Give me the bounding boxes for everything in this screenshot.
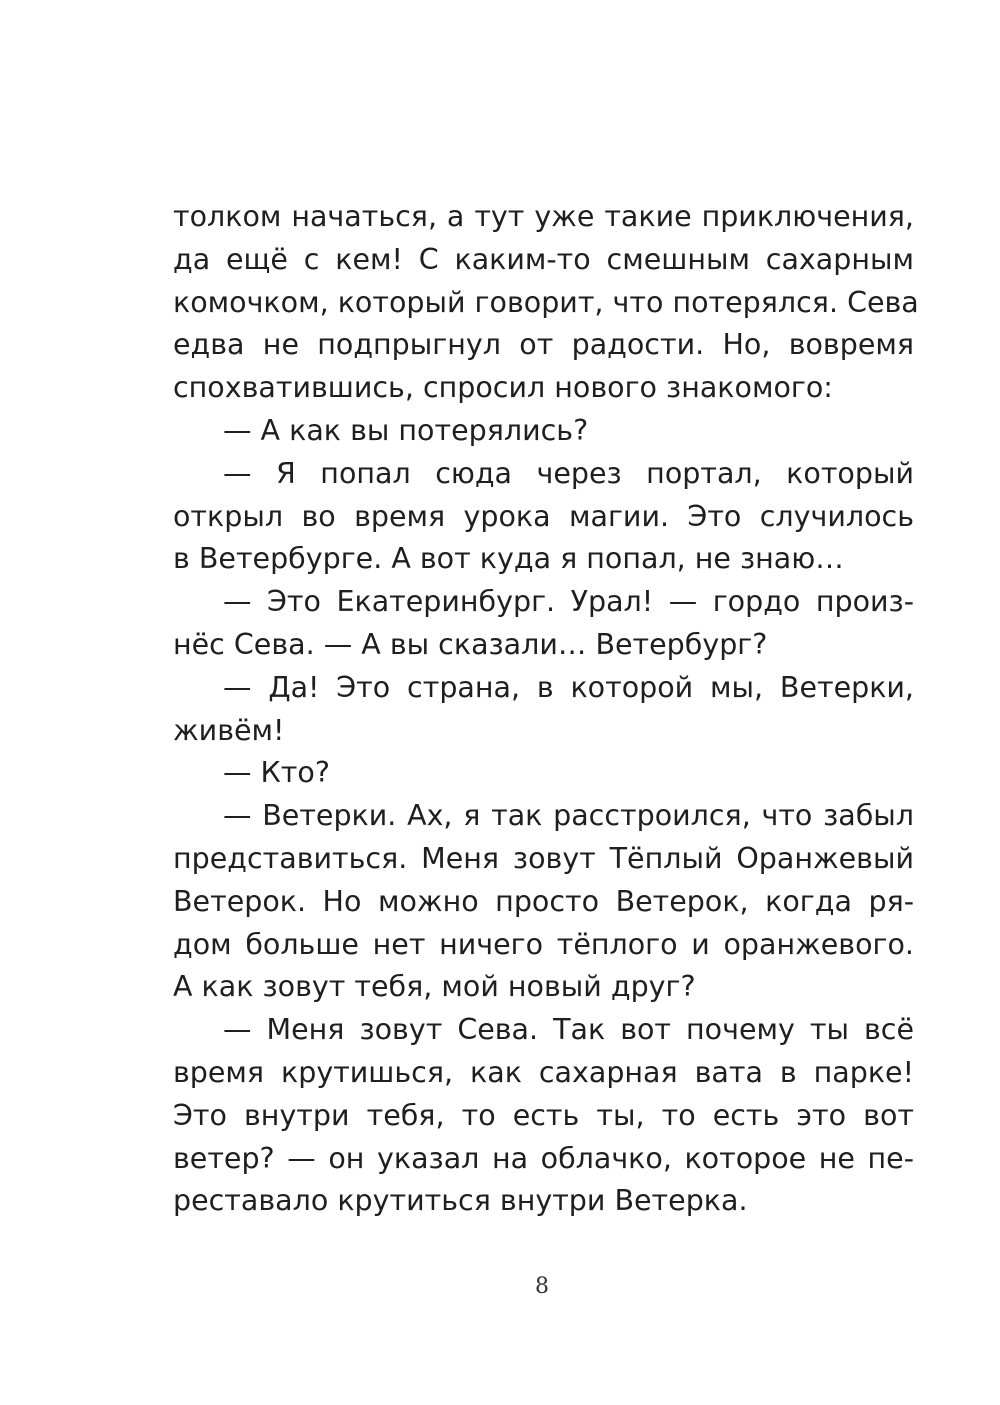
- text-line: в Ветербурге. А вот куда я попал, не знаю…: [173, 542, 844, 576]
- text-line: дом больше нет ничего тёплого и оранжевого.: [173, 927, 914, 961]
- text-line: ветер? — он указал на облачко, которое не пе-: [173, 1141, 914, 1175]
- text-line: — Это Екатеринбург. Урал! — гордо произ-: [223, 585, 914, 619]
- text-line: — Я попал сюда через портал, который: [223, 456, 914, 490]
- text-line: — А как вы потерялись?: [223, 413, 589, 447]
- text-line: нёс Сева. — А вы сказали… Ветербург?: [173, 627, 768, 661]
- page-number: 8: [535, 1274, 549, 1299]
- text-line: — Меня зовут Сева. Так вот почему ты всё: [223, 1013, 914, 1047]
- text-line: Это внутри тебя, то есть ты, то есть это вот: [173, 1098, 914, 1132]
- text-line: А как зовут тебя, мой новый друг?: [173, 970, 696, 1004]
- text-line: Ветерок. Но можно просто Ветерок, когда ря-: [173, 884, 914, 918]
- text-line: — Кто?: [223, 756, 330, 790]
- text-line: толком начаться, а тут уже такие приключения,: [173, 200, 914, 233]
- text-line: реставало крутиться внутри Ветерка.: [173, 1184, 748, 1218]
- body-text: [173, 196, 919, 1223]
- text-line: — Да! Это страна, в которой мы, Ветерки,: [223, 670, 914, 704]
- text-line: время крутишься, как сахарная вата в парке!: [173, 1055, 914, 1089]
- text-line: спохватившись, спросил нового знакомого:: [173, 371, 833, 405]
- text-line: открыл во время урока магии. Это случилось: [173, 499, 914, 533]
- text-line: едва не подпрыгнул от радости. Но, вовремя: [173, 328, 914, 362]
- text-line: да ещё с кем! С каким-то смешным сахарным: [173, 242, 914, 276]
- text-line: — Ветерки. Ах, я так расстроился, что забыл: [223, 799, 914, 833]
- text-line: комочком, который говорит, что потерялся. Сева: [173, 285, 919, 319]
- text-line: представиться. Меня зовут Тёплый Оранжевый: [173, 841, 914, 875]
- text-line: живём!: [173, 713, 285, 747]
